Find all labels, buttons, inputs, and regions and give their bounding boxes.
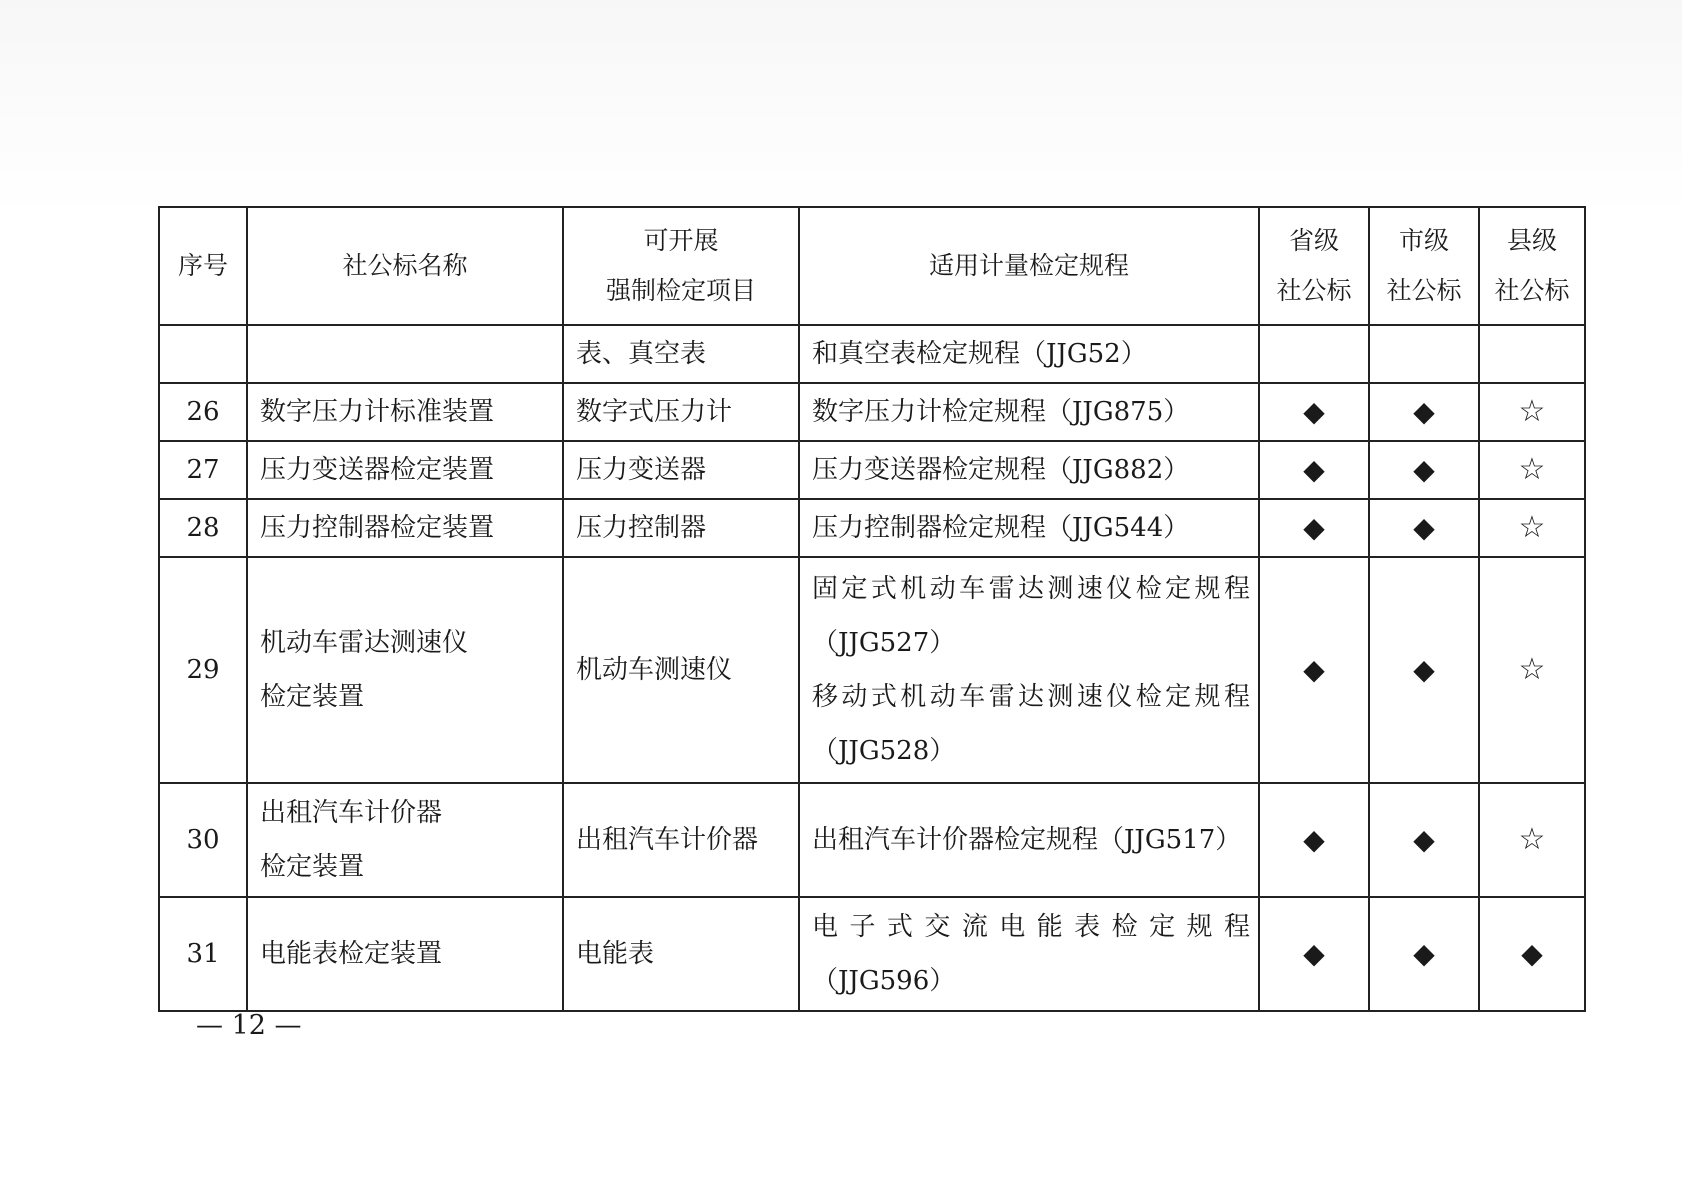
table-row [159, 383, 1585, 441]
filled-diamond-icon: ◆ [1303, 394, 1325, 428]
filled-diamond-icon: ◆ [1303, 822, 1325, 856]
row-provincial-mark [1259, 783, 1369, 897]
row-county-mark [1479, 441, 1585, 499]
header-item-line-2: 强制检定项目 [605, 276, 756, 305]
header-city [1369, 207, 1479, 325]
row-provincial-mark [1259, 441, 1369, 499]
row-index: 26 [159, 383, 247, 441]
row-county-mark [1479, 325, 1585, 383]
row-city-mark [1369, 783, 1479, 897]
header-regulation: 适用计量检定规程 [799, 207, 1259, 325]
row-verification-item: 出租汽车计价器 [563, 783, 799, 897]
row-regulation [799, 897, 1259, 1011]
regulation-line: （JJG596） [812, 966, 956, 996]
regulation-line: （JJG528） [812, 736, 956, 766]
header-item-line-1: 可开展 [643, 226, 719, 255]
filled-diamond-icon: ◆ [1413, 452, 1435, 486]
table-row [159, 499, 1585, 557]
header-city-line-1: 市级 [1398, 226, 1449, 255]
row-provincial-mark [1259, 325, 1369, 383]
row-county-mark [1479, 897, 1585, 1011]
row-index: 31 [159, 897, 247, 1011]
row-city-mark [1369, 383, 1479, 441]
filled-diamond-icon: ◆ [1413, 394, 1435, 428]
row-verification-item: 电能表 [563, 897, 799, 1011]
regulation-line: 固定式机动车雷达测速仪检定规程 [812, 574, 1250, 604]
row-county-mark [1479, 383, 1585, 441]
row-city-mark [1369, 557, 1479, 783]
row-regulation: 出租汽车计价器检定规程（JJG517） [799, 783, 1259, 897]
header-county [1479, 207, 1585, 325]
outline-star-icon: ☆ [1518, 821, 1546, 857]
row-standard-name: 数字压力计标准装置 [247, 383, 563, 441]
filled-diamond-icon: ◆ [1303, 936, 1325, 970]
row-standard-name [247, 557, 563, 783]
name-line: 机动车雷达测速仪 [260, 628, 469, 658]
header-provincial-line-1: 省级 [1288, 226, 1339, 255]
row-verification-item: 数字式压力计 [563, 383, 799, 441]
row-index: 30 [159, 783, 247, 897]
filled-diamond-icon: ◆ [1303, 652, 1325, 686]
row-county-mark [1479, 783, 1585, 897]
row-index: 28 [159, 499, 247, 557]
regulation-line: （JJG527） [812, 628, 956, 658]
filled-diamond-icon: ◆ [1521, 936, 1543, 970]
header-standard-name: 社公标名称 [247, 207, 563, 325]
row-provincial-mark [1259, 499, 1369, 557]
filled-diamond-icon: ◆ [1413, 510, 1435, 544]
row-verification-item: 压力变送器 [563, 441, 799, 499]
table-row [159, 897, 1585, 1011]
outline-star-icon: ☆ [1518, 509, 1546, 545]
row-verification-item: 压力控制器 [563, 499, 799, 557]
filled-diamond-icon: ◆ [1413, 822, 1435, 856]
table-row [159, 557, 1585, 783]
header-provincial-line-2: 社公标 [1276, 276, 1352, 305]
row-city-mark [1369, 441, 1479, 499]
filled-diamond-icon: ◆ [1303, 510, 1325, 544]
header-county-line-1: 县级 [1506, 226, 1557, 255]
row-provincial-mark [1259, 557, 1369, 783]
row-city-mark [1369, 325, 1479, 383]
regulation-line: 移动式机动车雷达测速仪检定规程 [812, 682, 1250, 712]
table-row [159, 325, 1585, 383]
row-standard-name: 压力控制器检定装置 [247, 499, 563, 557]
header-county-line-2: 社公标 [1494, 276, 1570, 305]
row-index: 29 [159, 557, 247, 783]
row-standard-name [247, 325, 563, 383]
header-city-line-2: 社公标 [1386, 276, 1462, 305]
row-city-mark [1369, 499, 1479, 557]
outline-star-icon: ☆ [1518, 651, 1546, 687]
name-line: 检定装置 [260, 852, 365, 882]
row-verification-item: 表、真空表 [563, 325, 799, 383]
filled-diamond-icon: ◆ [1413, 936, 1435, 970]
row-verification-item: 机动车测速仪 [563, 557, 799, 783]
table-row [159, 783, 1585, 897]
page-number: — 12 — [196, 1010, 302, 1041]
row-regulation: 压力控制器检定规程（JJG544） [799, 499, 1259, 557]
standards-table [158, 206, 1586, 1012]
row-provincial-mark [1259, 897, 1369, 1011]
filled-diamond-icon: ◆ [1413, 652, 1435, 686]
row-county-mark [1479, 499, 1585, 557]
table-row [159, 441, 1585, 499]
name-line: 检定装置 [260, 682, 365, 712]
header-index: 序号 [159, 207, 247, 325]
row-provincial-mark [1259, 383, 1369, 441]
row-regulation: 压力变送器检定规程（JJG882） [799, 441, 1259, 499]
regulation-line: 电子式交流电能表检定规程 [812, 912, 1250, 942]
name-line: 出租汽车计价器 [260, 798, 443, 828]
row-standard-name: 压力变送器检定装置 [247, 441, 563, 499]
row-regulation: 数字压力计检定规程（JJG875） [799, 383, 1259, 441]
row-standard-name: 电能表检定装置 [247, 897, 563, 1011]
outline-star-icon: ☆ [1518, 393, 1546, 429]
table-header-row [159, 207, 1585, 325]
header-verification-item [563, 207, 799, 325]
header-provincial [1259, 207, 1369, 325]
row-index: 27 [159, 441, 247, 499]
row-standard-name [247, 783, 563, 897]
row-regulation [799, 557, 1259, 783]
row-regulation: 和真空表检定规程（JJG52） [799, 325, 1259, 383]
row-index [159, 325, 247, 383]
outline-star-icon: ☆ [1518, 451, 1546, 487]
filled-diamond-icon: ◆ [1303, 452, 1325, 486]
row-city-mark [1369, 897, 1479, 1011]
row-county-mark [1479, 557, 1585, 783]
